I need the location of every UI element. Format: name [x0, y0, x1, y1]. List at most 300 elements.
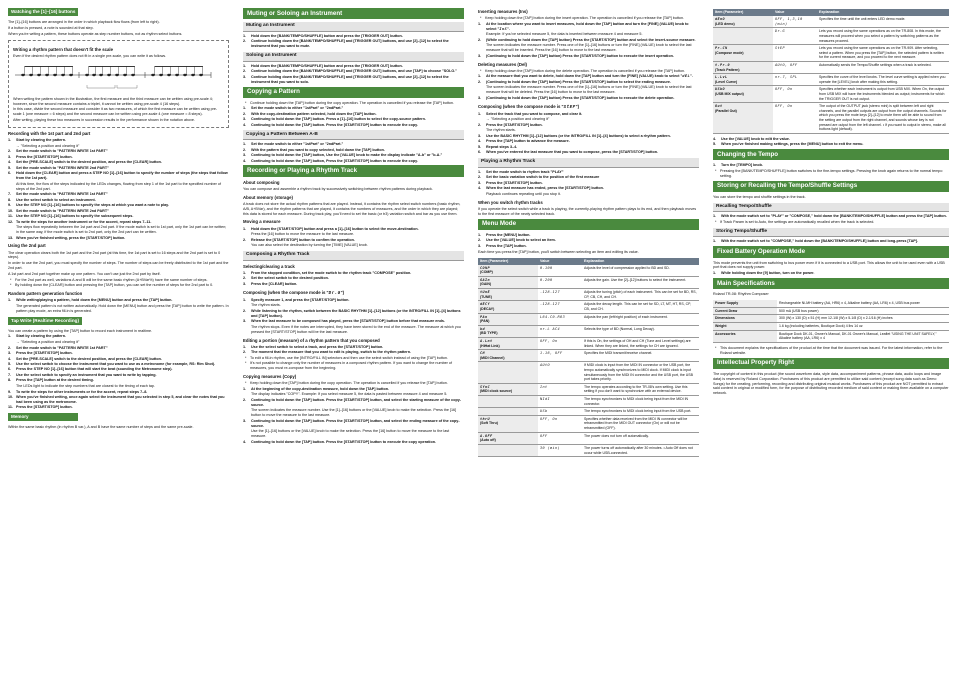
menu-table-cont-value: OFF, On — [773, 103, 817, 134]
spec-value: 500 mA (USB bus power) — [777, 307, 949, 315]
step-compose-step-number: 2. — [478, 122, 482, 127]
copyab-step-label: Set the mode switch to either "1stPart" or "2ndPart." — [251, 142, 344, 147]
tap-step-text — [16, 405, 229, 410]
move-step-2 — [243, 238, 464, 243]
heading-using-2nd-part: Using the 2nd part — [8, 243, 46, 249]
menu-table-cont-value: OFF, 1,3,10 (min) — [773, 16, 817, 28]
compose-step-1 — [243, 298, 464, 303]
tap-step-11 — [8, 405, 229, 410]
copy-note — [245, 101, 464, 106]
menu-table-item — [478, 276, 538, 288]
menu-table-cont-explanation: Specifies whether each instrument is output from USB MIX. When On, the output from USB MIX will have the instruments blended as output; instruments for which the TRIGGER OUT is not output. — [817, 86, 949, 103]
menu-table-item — [478, 396, 538, 408]
copym-step-text — [251, 387, 464, 392]
menu-table-row — [478, 337, 699, 349]
box-title: Writing a rhythm pattern that doesn't fit the scale — [13, 46, 114, 52]
menu-table-item — [478, 337, 538, 349]
tap-step-label: Press the [TAP] button at the desired timing. — [16, 378, 94, 383]
copyab-step-label: Continuing to hold down the [TAP] button, Use the [VALUE] knob to make the display indicate "A-b" or "b-A." — [251, 153, 443, 158]
notation-image — [13, 63, 224, 93]
menu-table-item-lcd: CONP — [480, 265, 491, 270]
record-step-7 — [8, 192, 229, 197]
delete-step-number: 1. — [478, 74, 482, 79]
menu-table-header: Value — [538, 258, 582, 265]
copy-step-text — [251, 117, 464, 122]
copy-step-text — [251, 106, 464, 111]
spec-table — [713, 300, 949, 343]
step-compose-step-label: Press the [START/STOP] button. — [486, 122, 543, 127]
copy-step-label: Set the mode switch to either "1stPart" or "2ndPart." — [251, 106, 344, 111]
heading-copying-measures: Copying measures (Copy) — [243, 374, 297, 379]
tap-step-8 — [8, 378, 229, 383]
menu-table-item-lcd: dECY — [480, 302, 491, 307]
menu-table-cont-row — [713, 74, 949, 86]
menu-table-cont-item-lcd: dEnO — [715, 17, 726, 22]
menu-table-item-lcd: CH — [480, 351, 486, 356]
menu-table-item — [478, 408, 538, 416]
fixed-step-1 — [713, 271, 949, 276]
mute-step-2 — [243, 39, 464, 49]
menu-table-item — [478, 444, 538, 456]
insert-note — [480, 16, 699, 21]
record-step-label: Set the mode switch to "PATTERN WRITE 1st PART" — [16, 149, 108, 154]
record-step-label: Press the [START/STOP] button. — [16, 154, 73, 159]
step-compose-step-1 — [478, 112, 699, 117]
record-step-2 — [8, 149, 229, 154]
menu-table-cont-item — [713, 28, 773, 45]
select-step-text — [251, 276, 464, 281]
step-compose-step-text — [486, 145, 699, 150]
mute-step-text — [251, 34, 464, 39]
copym-step-4 — [243, 440, 464, 445]
tap-step-2 — [8, 346, 229, 351]
spec-note-text: This document explains the specifications of the product at the time that the document was issued. For the latest information, refer to the Roland website. — [720, 345, 943, 355]
select-step-label: From the stopped condition, set the mode switch to the rhythm track "COMPOSE" position. — [251, 270, 412, 275]
menu-table-cont-row — [713, 86, 949, 103]
menu-table-explanation: Adjusts the level of compression applied to BD and SD. — [582, 265, 699, 277]
delete-step-label: (Continuing to hold down the [TAP] button) Press the [START/STOP] button to select the ending measure. — [486, 79, 671, 84]
menu-table-explanation: The power turns off automatically after 30 minutes. • Auto Off does not occur while USB-connected. — [582, 444, 699, 456]
insert-step-label: At the location where you want to insert measures, hold down the [TAP] button and turn the [FINE] (VALUE) knob to select " — [486, 21, 689, 31]
step-compose-step-label: Press the [TAP] button to advance the measure. — [486, 139, 570, 144]
delete-step-text — [486, 74, 699, 79]
heading-storing-recalling: Storing or Recalling the Tempo/Shuffle Settings — [713, 181, 949, 192]
menu-table-explanation: If this is On, the settings of OH and CH (Tune and Level settings) are linked. When they are linked, the settings for CH are ignored. — [582, 337, 699, 349]
menu-table-row — [478, 325, 699, 337]
random-step-label: While writing/playing a pattern, hold down the [MENU] button and press the [TAP] button. — [16, 298, 173, 303]
insert-step-2 — [478, 38, 699, 43]
select-step-1 — [243, 271, 464, 276]
insert-step-text — [486, 38, 699, 43]
mute-step-text — [251, 39, 464, 49]
tempo-step-label: Turn the [TEMPO] knob. — [721, 163, 763, 168]
compose-step-2 — [243, 309, 464, 319]
menu-table-value: 1-16, OFF — [538, 350, 582, 362]
insert-note-bullet-icon: * — [480, 16, 482, 21]
tap-step-text — [16, 373, 229, 378]
insert-step-1 — [478, 22, 699, 32]
edit-step-text — [251, 345, 464, 350]
copyab-step-number: 1. — [243, 142, 247, 147]
tempo-note — [715, 169, 949, 179]
menu-table-cont-item-label: (Level Curve) — [715, 79, 738, 84]
menu-table-item — [478, 265, 538, 277]
edit-note — [245, 356, 464, 361]
copy-note-bullet-icon: * — [245, 100, 247, 105]
menu-table-item-label: (COMP) — [480, 270, 493, 275]
using-note-text: For the 2nd part as well, variations A and B will be the same basic rhythm (A+BVar%) have the same number of steps. — [15, 277, 208, 282]
menu-table-cont-value: StEP — [773, 45, 817, 62]
record-step-number: 11. — [8, 214, 13, 219]
menu-table-item-label: (Auto off) — [480, 438, 496, 443]
record-step-5 — [8, 166, 229, 171]
menu-table-explanation: Adjusts the decay length. This can be set for SD, LT, MT, HT, RS, CP, CB, and CH. — [582, 301, 699, 313]
menu-table-row — [478, 362, 699, 383]
select-step-2 — [243, 276, 464, 281]
play-step-text — [486, 170, 699, 175]
menu-table-item — [478, 432, 538, 444]
copym-step-label: Continuing to hold down the [TAP] button. Press the [START/STOP] button, and select the starting measure of the copy-source. — [251, 397, 461, 407]
solo-step-2 — [243, 69, 464, 74]
record-step-number: 13. — [8, 235, 14, 240]
delete-note — [480, 69, 699, 74]
copy-step-label: With the copy-destination pattern selected, hold down the [TAP] button. — [251, 111, 377, 116]
menu-step-number: 2. — [478, 238, 482, 243]
move-step-text — [251, 238, 464, 243]
subheading-soloing: Soloing an Instrument — [243, 52, 464, 62]
copyab-step-label: With the pattern that you want to copy selected, hold down the [TAP] button. — [251, 147, 385, 152]
heading-composing-step-end: ") — [575, 103, 580, 109]
menu-step-1 — [478, 233, 699, 238]
spec-note-bullet-icon: * — [715, 345, 717, 350]
tap-step-label: Set the mode switch to "PATTERN WRITE 1st PART" — [16, 345, 108, 350]
menu-table-value: OFF, On — [538, 337, 582, 349]
heading-selecting-clearing: Selecting/clearing a track — [243, 263, 295, 269]
tap-step-label: Start by clearing the pattern. — [16, 334, 66, 339]
watch-paragraph: The [1]–[16] buttons are arranged in the order in which playback flow flows (from left to right). — [8, 20, 160, 25]
menu-table-item — [478, 289, 538, 301]
select-step-number: 3. — [243, 281, 247, 286]
insert-step-detail: The screen indicates the measure number. Press one of the [1]–[16] buttons or turn the [FINE] (VALUE) knob to select the last measure that will be inserted. Press the [16] button to move to the last measure. — [486, 43, 692, 52]
step-compose-step-6 — [478, 150, 699, 155]
recall-step-label: With the mode switch set to "PLAY" or "COMPOSE," hold down the [BANK/TEMPO/SHUFFLE] button and press the [TAP] button. — [721, 214, 947, 219]
copym-step-text — [251, 398, 464, 408]
play-step-label: Set the basic variation switch to the position of the first measure — [486, 175, 600, 180]
menu-table-item-label: (Soft Thru) — [480, 421, 498, 426]
copym-step-text — [251, 419, 464, 429]
solo-step-label: Continue holding down the [BANK/TEMPO/SHUFFLE] and [TRIGGER OUT] buttons, and use [2]–[12] to select the instrument that you want to solo. — [251, 74, 449, 84]
spec-key: Power Supply — [713, 300, 777, 307]
copym-step-1 — [243, 387, 464, 392]
delete-step-number: 3. — [478, 95, 482, 100]
subheading-recalling: Recalling Tempo/Shuffle — [713, 203, 949, 213]
menu-table-value: -128-127 — [538, 289, 582, 301]
heading-composing-step-label: Composing (when the compose mode is " — [478, 103, 564, 109]
menu-table-item-lcd: thrU — [480, 416, 491, 421]
tap-step-number: 3. — [8, 351, 12, 356]
menu-table-cont-value: nr.7, SPL — [773, 74, 817, 86]
move-step-text — [251, 227, 464, 232]
heading-changing-tempo: Changing the Tempo — [713, 149, 949, 160]
record-step-text — [16, 160, 229, 165]
menu-table-cont-item — [713, 74, 773, 86]
heading-intellectual-property: Intellectual Property Right — [713, 358, 949, 369]
delete-note-bullet-icon: * — [480, 68, 482, 73]
tap-step-7 — [8, 373, 229, 378]
menu-after-step-number: 5. — [713, 142, 717, 147]
insert-step-number: 2. — [478, 37, 482, 42]
column-2 — [243, 6, 464, 670]
record-step-number: 3. — [8, 154, 12, 159]
ip-paragraph: The copyright of content in this product (the sound waveform data, style data, accompaniment patterns, phrase data, audio loops and image data) is reserved by Roland Corporation. Purchasers of this product are permitted to utilize said content (except song data such as Demo Songs) for the creating, performing, recording and distributing original musical works. Purchasers of this product are NOT permitted to extract said content in original or modified form, for the purpose of distributing recorded medium of said content or making them available on a computer network. — [713, 371, 949, 396]
menu-table-header: Item (Parameter) — [478, 258, 538, 265]
menu-after-step-text — [721, 142, 949, 147]
edit-step-2 — [243, 350, 464, 355]
menu-table-row — [478, 408, 699, 416]
record-step-text — [16, 203, 229, 208]
tap-step-number: 11. — [8, 405, 13, 410]
record-step-4 — [8, 160, 229, 165]
select-step-text — [251, 282, 464, 287]
copym-step-number: 1. — [243, 386, 247, 391]
menu-table-row — [478, 313, 699, 325]
play-step-label: When the last measure has ended, press the [START/STOP] button. — [486, 186, 604, 191]
tap-step-text — [16, 346, 229, 351]
menu-table-cont-item-label: (Track Pattern) — [715, 67, 740, 72]
spec-key: Dimensions — [713, 315, 777, 323]
tap-step-label: Press the [START/STOP] button. — [16, 405, 73, 410]
copyab-step-number: 2. — [243, 147, 247, 152]
recall-step-text — [721, 214, 949, 219]
tempo-step-number: 1. — [713, 163, 717, 168]
switch-tracks-paragraph: If you operate the select switch while a track is playing, the currently-playing rhythm pattern plays to its end, and then playback moves to the first measure of the newly selected track. — [478, 206, 697, 216]
compose-step-label: Specify measure 1, and press the [START/STOP] button. — [251, 297, 350, 302]
solo-step-number: 2. — [243, 69, 247, 74]
record-step-13 — [8, 236, 229, 241]
step-compose-step-number: 4. — [478, 139, 482, 144]
copym-step-number: 4. — [243, 439, 247, 444]
copy-step-number: 3. — [243, 117, 247, 122]
menu-step-number: 1. — [478, 232, 482, 237]
menu-table-cont — [713, 9, 949, 134]
menu-table-cont-item-lcd: USbO — [715, 87, 726, 92]
record-step-text — [16, 198, 229, 203]
record-step-label: Start by clearing the pattern. — [16, 138, 66, 143]
record-step-label: Use the select switch to select an instrument. — [16, 197, 96, 202]
menu-table-item-lcd: GAIn — [480, 277, 491, 282]
move-step-number: 1. — [243, 226, 247, 231]
menu-after-step-label: When you've finished making settings, press the [MENU] button to exit the menu. — [721, 142, 864, 147]
menu-table-row — [478, 301, 699, 313]
menu-table — [478, 258, 699, 458]
record-step-number: 7. — [8, 192, 12, 197]
move-step-detail: You can also select the destination by turning the [TIME] [VALUE] knob. — [251, 243, 368, 248]
compose-mode-lcd: Dr.G — [328, 290, 341, 296]
heading-switch-tracks: When you switch rhythm tracks — [478, 199, 543, 205]
menu-table-value: 30 (min) — [538, 444, 582, 456]
solo-step-number: 3. — [243, 74, 247, 79]
menu-table-cont-item-label: (LED demo) — [715, 21, 735, 26]
subheading-copy-ab: Copying a Pattern Between A-B — [243, 130, 464, 140]
menu-table-cont-item — [713, 16, 773, 28]
heading-specifications: Main Specifications — [713, 278, 949, 289]
tempo-step-text — [721, 163, 949, 168]
copym-step-number: 2. — [243, 397, 247, 402]
delete-step-number: 2. — [478, 79, 482, 84]
copyab-step-3 — [243, 153, 464, 158]
play-step-3 — [478, 181, 699, 186]
tap-step-text — [16, 390, 229, 395]
storing-step-number: 1. — [713, 239, 717, 244]
step-compose-step-label: Use the BASIC RHYTHM [1]–[12] buttons (or the INTRO/FILL IN [1]–[4] buttons) to select a rhythm pattern. — [486, 134, 671, 138]
record-step-label: Set the mode switch to "PATTERN WRITE 2nd PART" — [16, 165, 109, 170]
move-step-label: Release the [START/STOP] button to confirm the operation. — [251, 237, 355, 242]
menu-table-cont-header: Item (Parameter) — [713, 9, 773, 16]
edit-step-label: Use the select switch to select a track, and press the [START/STOP] button. — [251, 344, 384, 349]
menu-table-value: AUtO — [538, 362, 582, 383]
record-step-11 — [8, 214, 229, 219]
record-step-text — [16, 236, 229, 241]
copym-step-3 — [243, 419, 464, 429]
mute-step-number: 2. — [243, 39, 247, 44]
menu-table-explanation: The tempo synchronizes to MIDI clock being input from the MIDI IN connector. — [582, 396, 699, 408]
notation-icon — [13, 63, 213, 93]
heading-composing-end: ") — [340, 289, 345, 295]
play-step-label: Set the mode switch to rhythm track "PLAY" — [486, 169, 564, 174]
tap-step-number: 7. — [8, 372, 12, 377]
heading-copy-pattern: Copying a Pattern — [243, 87, 464, 98]
solo-step-1 — [243, 64, 464, 69]
step-compose-step-text — [486, 134, 699, 139]
box-note: In this case, divide the second measure and consider it as two measures, of which the first measure can be written using pre-scale 1 (one measure = 6 steps) and the second measure can be written using pre-scale 4 (one measure = 8 steps). — [13, 107, 218, 117]
copyab-step-number: 3. — [243, 153, 247, 158]
box-note: When writing the pattern shown in the illustration, the first measure and the third measure can be written using pre-scale 4; however, since the second measure contains a triplet, it cannot be written using pre-scale 4 (16 steps). — [13, 96, 213, 106]
menu-table-cont-explanation: Specifies the time until the unit enters LED demo mode. — [817, 16, 949, 28]
memory-paragraph: Within the same basic rhythm (in rhythm B var.), A and B have the same number of steps and the same pre-scale. — [8, 424, 194, 429]
record-step-text — [16, 166, 229, 171]
step-compose-step-3 — [478, 134, 699, 139]
tempo-step-1 — [713, 163, 949, 168]
tap-intro: You can create a pattern by using the [TAP] button to record each instrument in realtime. — [8, 328, 153, 333]
heading-composing-label: Composing (when the compose mode is " — [243, 289, 329, 295]
fixed-step-text — [721, 271, 949, 276]
record-step-number: 2. — [8, 149, 12, 154]
watch-paragraph: When you're writing a pattern, these buttons operate as step number buttons, not as rhythm select buttons. — [8, 31, 183, 36]
menu-table-item — [478, 325, 538, 337]
play-step-number: 3. — [478, 180, 482, 185]
menu-table-explanation: The power does not turn off automatically. — [582, 432, 699, 444]
using-note-bullet-icon: * — [10, 283, 12, 288]
record-step-number: 9. — [8, 203, 12, 208]
copy-step-text — [251, 112, 464, 117]
move-step-number: 2. — [243, 237, 247, 242]
compose-step-number: 2. — [243, 309, 247, 314]
step-compose-step-detail: The rhythm starts. — [486, 128, 516, 133]
mute-step-label: Hold down the [BANK/TEMPO/SHUFFLE] button and press the [TRIGGER OUT] button. — [251, 33, 403, 38]
tap-step-5 — [8, 362, 229, 367]
record-step-text — [16, 149, 229, 154]
tap-step-number: 5. — [8, 361, 12, 366]
heading-about-composing: About composing — [243, 179, 280, 185]
delete-step-2 — [478, 80, 699, 85]
insert-step-text — [486, 22, 699, 32]
tap-step-number: 2. — [8, 345, 12, 350]
insert-step-number: 3. — [478, 53, 482, 58]
play-step-2 — [478, 175, 699, 180]
spec-value: Boutique Dock DK-01, Owner's Manual, DK-01 Owner's Manual, Leaflet "USING THE UNIT SAFELY," Alkaline battery (AA, LR6) x 4 — [777, 330, 949, 342]
fixed-step-number: 1. — [713, 271, 717, 276]
spec-row — [713, 315, 949, 323]
copy-step-text — [251, 123, 464, 128]
step-compose-step-4 — [478, 139, 699, 144]
heading-inserting: Inserting measures (Ins) — [478, 9, 528, 14]
edit-step-1 — [243, 345, 464, 350]
compose-step-text — [251, 309, 464, 319]
fixed-step-label: While holding down the [9] button, turn on the power. — [721, 271, 815, 276]
menu-table-value: OFF — [538, 432, 582, 444]
tap-step-detail: The LEDs light to indicate the step numbers that are closest to the timing of each tap. — [16, 383, 155, 388]
copy-step-label: Continuing to hold down the [TAP] button. Press a [1]–[16] button to select the copy-source pattern. — [251, 117, 426, 122]
menu-table-row — [478, 276, 699, 288]
edit-step-number: 1. — [243, 344, 247, 349]
box-note: After writing, playing these two measures in succession results in the performance shown in the notation above. — [13, 118, 196, 123]
tap-step-number: 10. — [8, 395, 14, 399]
heading-recording-parts: Recording with the 1st part and 2nd part — [8, 131, 91, 137]
using-paragraph: The clear operation clears both the 1st part and the 2nd part (at this time, the 1st part is set to 16 steps and the 2nd part is set to 0 steps). — [8, 250, 221, 260]
copym-step-number: 3. — [243, 418, 247, 423]
copym-step-label: Continuing to hold down the [TAP] button. Press the [START/STOP] button, and select the ending measure of the copy-source. — [251, 418, 460, 428]
menu-table-cont-explanation: Lets you record using the same operations as on the TR-808. In this mode, the measures will proceed when you select a pattern by switching patterns as the measures proceed. — [817, 28, 949, 45]
delete-step-lcd: dEL — [682, 74, 691, 79]
copy-step-number: 1. — [243, 106, 247, 111]
recall-step-1 — [713, 214, 949, 219]
copym-step-2 — [243, 398, 464, 408]
menu-table-cont-row — [713, 45, 949, 62]
copyab-step-text — [251, 142, 464, 147]
menu-table-item-lcd: A.Lnt — [480, 338, 493, 343]
spec-note — [715, 346, 949, 356]
record-step-detail: At this time, the flow of the steps indicated by the LEDs changes, flowing from step 1 of the 1st part to the specified number of steps of the 2nd part. — [16, 181, 221, 191]
record-step-3 — [8, 155, 229, 160]
record-step-label: Hold down the [CLEAR] button and press a STEP NO [1]–[16] button to specify the number of steps (the steps that follow from the 1st part). — [16, 171, 228, 181]
subheading-playing-track: Playing a Rhythm Track — [478, 158, 699, 168]
menu-table-row — [478, 265, 699, 277]
spec-value: 300 (W) x 130 (D) x 51 (H) mm 12-1/8 (W) x 5-1/8 (D) x 2-1/16 (H) inches — [777, 315, 949, 323]
solo-step-label: Hold down the [BANK/TEMPO/SHUFFLE] button and press the [TRIGGER OUT] button. — [251, 63, 403, 68]
tap-step-label: To write the steps for other instruments or for the accent, repeat steps 7–8. — [16, 389, 148, 394]
menu-table-cont-value: OFF, On — [773, 86, 817, 103]
menu-step-label: Press the [MENU] button. — [486, 232, 531, 237]
play-step-1 — [478, 170, 699, 175]
insert-step-detail: Example: If you've selected measure 5, the data is inserted between measure 4 and measure 5. — [486, 31, 643, 36]
move-step-detail: Press the [16] button to move the measure to the last measure. — [251, 232, 355, 237]
record-step-text — [16, 214, 229, 219]
copy-step-number: 2. — [243, 111, 247, 116]
menu-table-item-lcd: A.OFF — [480, 433, 493, 438]
tap-step-number: 4. — [8, 356, 12, 361]
tempo-note-text: Pressing the [BANK/TEMPO/SHUFFLE] button switches to the fine-tempo settings. Pressing the knob again returns to the normal tempo setting. — [720, 168, 943, 178]
tap-step-label: Press the [START/STOP] button. — [16, 351, 73, 356]
select-step-label: Set the select switch to the desired position. — [251, 276, 329, 281]
tap-step-number: 6. — [8, 367, 12, 372]
fixed-paragraph: This mode prevents the unit from switching to bus power even if it is connected to a USB port. This allows the unit to be used even with a USB port that does not supply power. — [713, 260, 945, 270]
menu-step-label: Press the [TAP] button. — [486, 243, 527, 248]
recall-note-text: If Track Param is set to Auto, the settings are automatically recalled when the track is selected. — [720, 219, 875, 224]
insert-step-label-end: ". — [507, 26, 510, 31]
spec-key: Weight — [713, 323, 777, 331]
step-compose-step-number: 3. — [478, 134, 482, 138]
record-step-number: 1. — [8, 138, 12, 143]
